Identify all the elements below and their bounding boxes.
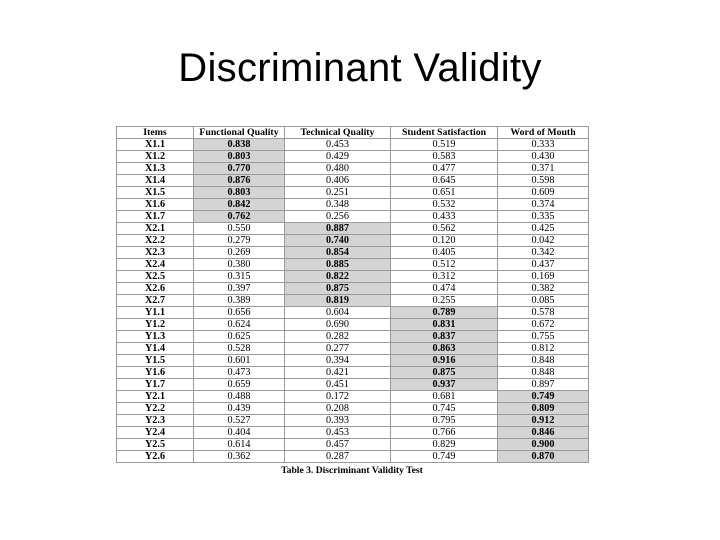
loading-value-cell: 0.371 [498, 163, 589, 175]
table-row [117, 223, 589, 235]
loading-value-cell: 0.085 [498, 295, 589, 307]
table-row [117, 259, 589, 271]
item-code-cell: Y2.4 [117, 427, 194, 439]
loading-value-cell: 0.120 [391, 235, 498, 247]
table-row [117, 187, 589, 199]
table-row [117, 415, 589, 427]
loading-value-cell: 0.437 [498, 259, 589, 271]
table-header-row [117, 127, 589, 139]
loading-value-cell: 0.287 [285, 451, 391, 463]
loading-value-cell: 0.169 [498, 271, 589, 283]
loading-value-cell: 0.451 [285, 379, 391, 391]
item-code-cell: X2.7 [117, 295, 194, 307]
item-code-cell: Y1.1 [117, 307, 194, 319]
loading-value-cell: 0.335 [498, 211, 589, 223]
item-code-cell: X1.6 [117, 199, 194, 211]
loading-value-cell: 0.527 [194, 415, 285, 427]
table-row [117, 295, 589, 307]
item-code-cell: X1.2 [117, 151, 194, 163]
loading-value-cell: 0.374 [498, 199, 589, 211]
table-row [117, 379, 589, 391]
loading-value-cell: 0.812 [498, 343, 589, 355]
table-row [117, 199, 589, 211]
discriminant-validity-table [116, 126, 589, 463]
loading-value-cell: 0.333 [498, 139, 589, 151]
loading-value-cell: 0.429 [285, 151, 391, 163]
loading-value-cell: 0.474 [391, 283, 498, 295]
item-code-cell: Y2.1 [117, 391, 194, 403]
loading-value-cell-highlighted: 0.831 [391, 319, 498, 331]
table-row [117, 271, 589, 283]
loading-value-cell: 0.208 [285, 403, 391, 415]
loading-value-cell-highlighted: 0.916 [391, 355, 498, 367]
table-caption: Table 3. Discriminant Validity Test [281, 465, 423, 476]
loading-value-cell: 0.255 [391, 295, 498, 307]
loading-value-cell: 0.745 [391, 403, 498, 415]
loading-value-cell: 0.598 [498, 175, 589, 187]
loading-value-cell: 0.279 [194, 235, 285, 247]
loading-value-cell: 0.453 [285, 139, 391, 151]
header-word-of-mouth: Word of Mouth [498, 127, 589, 139]
header-functional-quality: Functional Quality [194, 127, 285, 139]
loading-value-cell: 0.393 [285, 415, 391, 427]
loading-value-cell: 0.342 [498, 247, 589, 259]
item-code-cell: X1.3 [117, 163, 194, 175]
loading-value-cell-highlighted: 0.846 [498, 427, 589, 439]
loading-value-cell: 0.848 [498, 355, 589, 367]
loading-value-cell: 0.625 [194, 331, 285, 343]
table-row [117, 283, 589, 295]
loading-value-cell: 0.624 [194, 319, 285, 331]
loading-value-cell: 0.897 [498, 379, 589, 391]
loading-value-cell: 0.380 [194, 259, 285, 271]
table-row [117, 247, 589, 259]
loading-value-cell: 0.578 [498, 307, 589, 319]
table-row [117, 319, 589, 331]
item-code-cell: Y1.3 [117, 331, 194, 343]
loading-value-cell-highlighted: 0.870 [498, 451, 589, 463]
item-code-cell: Y2.2 [117, 403, 194, 415]
table-row [117, 403, 589, 415]
loading-value-cell-highlighted: 0.937 [391, 379, 498, 391]
table-row [117, 211, 589, 223]
loading-value-cell-highlighted: 0.912 [498, 415, 589, 427]
loading-value-cell-highlighted: 0.875 [285, 283, 391, 295]
loading-value-cell: 0.269 [194, 247, 285, 259]
loading-value-cell-highlighted: 0.837 [391, 331, 498, 343]
loading-value-cell: 0.766 [391, 427, 498, 439]
loading-value-cell: 0.519 [391, 139, 498, 151]
loading-value-cell-highlighted: 0.838 [194, 139, 285, 151]
table-row [117, 163, 589, 175]
table-row [117, 439, 589, 451]
loading-value-cell: 0.512 [391, 259, 498, 271]
table-row [117, 427, 589, 439]
loading-value-cell: 0.430 [498, 151, 589, 163]
item-code-cell: X1.1 [117, 139, 194, 151]
loading-value-cell-highlighted: 0.863 [391, 343, 498, 355]
item-code-cell: Y1.2 [117, 319, 194, 331]
table-row [117, 307, 589, 319]
loading-value-cell: 0.488 [194, 391, 285, 403]
item-code-cell: Y2.3 [117, 415, 194, 427]
table-row [117, 343, 589, 355]
item-code-cell: X2.5 [117, 271, 194, 283]
loading-value-cell: 0.282 [285, 331, 391, 343]
loading-value-cell: 0.348 [285, 199, 391, 211]
table-row [117, 175, 589, 187]
loading-value-cell: 0.405 [391, 247, 498, 259]
table-row [117, 451, 589, 463]
loading-value-cell: 0.755 [498, 331, 589, 343]
table-row [117, 391, 589, 403]
loading-value-cell: 0.433 [391, 211, 498, 223]
discriminant-validity-table-container [116, 126, 588, 476]
loading-value-cell: 0.532 [391, 199, 498, 211]
table-row [117, 367, 589, 379]
loading-value-cell-highlighted: 0.885 [285, 259, 391, 271]
item-code-cell: X2.3 [117, 247, 194, 259]
loading-value-cell: 0.562 [391, 223, 498, 235]
loading-value-cell: 0.394 [285, 355, 391, 367]
loading-value-cell-highlighted: 0.854 [285, 247, 391, 259]
item-code-cell: Y2.5 [117, 439, 194, 451]
loading-value-cell: 0.690 [285, 319, 391, 331]
loading-value-cell: 0.256 [285, 211, 391, 223]
loading-value-cell: 0.651 [391, 187, 498, 199]
loading-value-cell-highlighted: 0.762 [194, 211, 285, 223]
loading-value-cell-highlighted: 0.803 [194, 151, 285, 163]
table-row [117, 355, 589, 367]
loading-value-cell-highlighted: 0.900 [498, 439, 589, 451]
loading-value-cell: 0.251 [285, 187, 391, 199]
slide-title: Discriminant Validity [178, 46, 542, 90]
loading-value-cell-highlighted: 0.770 [194, 163, 285, 175]
item-code-cell: X1.4 [117, 175, 194, 187]
loading-value-cell: 0.656 [194, 307, 285, 319]
loading-value-cell: 0.362 [194, 451, 285, 463]
loading-value-cell: 0.277 [285, 343, 391, 355]
loading-value-cell: 0.583 [391, 151, 498, 163]
loading-value-cell: 0.042 [498, 235, 589, 247]
item-code-cell: Y1.5 [117, 355, 194, 367]
loading-value-cell: 0.397 [194, 283, 285, 295]
item-code-cell: X1.5 [117, 187, 194, 199]
loading-value-cell: 0.480 [285, 163, 391, 175]
loading-value-cell: 0.453 [285, 427, 391, 439]
loading-value-cell: 0.749 [391, 451, 498, 463]
loading-value-cell: 0.829 [391, 439, 498, 451]
item-code-cell: Y1.4 [117, 343, 194, 355]
loading-value-cell-highlighted: 0.809 [498, 403, 589, 415]
item-code-cell: X2.1 [117, 223, 194, 235]
loading-value-cell: 0.604 [285, 307, 391, 319]
loading-value-cell: 0.425 [498, 223, 589, 235]
loading-value-cell: 0.848 [498, 367, 589, 379]
loading-value-cell: 0.477 [391, 163, 498, 175]
loading-value-cell: 0.645 [391, 175, 498, 187]
loading-value-cell: 0.672 [498, 319, 589, 331]
loading-value-cell-highlighted: 0.887 [285, 223, 391, 235]
loading-value-cell-highlighted: 0.789 [391, 307, 498, 319]
item-code-cell: Y1.7 [117, 379, 194, 391]
header-items: Items [117, 127, 194, 139]
header-student-satisfaction: Student Satisfaction [391, 127, 498, 139]
loading-value-cell: 0.681 [391, 391, 498, 403]
loading-value-cell: 0.609 [498, 187, 589, 199]
loading-value-cell: 0.421 [285, 367, 391, 379]
item-code-cell: X2.2 [117, 235, 194, 247]
item-code-cell: X2.4 [117, 259, 194, 271]
loading-value-cell: 0.550 [194, 223, 285, 235]
loading-value-cell: 0.659 [194, 379, 285, 391]
loading-value-cell-highlighted: 0.842 [194, 199, 285, 211]
header-technical-quality: Technical Quality [285, 127, 391, 139]
loading-value-cell: 0.382 [498, 283, 589, 295]
table-row [117, 139, 589, 151]
loading-value-cell-highlighted: 0.822 [285, 271, 391, 283]
loading-value-cell: 0.315 [194, 271, 285, 283]
loading-value-cell: 0.439 [194, 403, 285, 415]
item-code-cell: X2.6 [117, 283, 194, 295]
item-code-cell: Y1.6 [117, 367, 194, 379]
loading-value-cell: 0.473 [194, 367, 285, 379]
loading-value-cell: 0.528 [194, 343, 285, 355]
loading-value-cell: 0.312 [391, 271, 498, 283]
table-body [117, 139, 589, 463]
loading-value-cell: 0.457 [285, 439, 391, 451]
loading-value-cell-highlighted: 0.803 [194, 187, 285, 199]
loading-value-cell-highlighted: 0.875 [391, 367, 498, 379]
loading-value-cell: 0.614 [194, 439, 285, 451]
loading-value-cell-highlighted: 0.749 [498, 391, 589, 403]
item-code-cell: X1.7 [117, 211, 194, 223]
loading-value-cell: 0.404 [194, 427, 285, 439]
loading-value-cell: 0.389 [194, 295, 285, 307]
item-code-cell: Y2.6 [117, 451, 194, 463]
table-row [117, 235, 589, 247]
table-row [117, 331, 589, 343]
loading-value-cell: 0.172 [285, 391, 391, 403]
loading-value-cell: 0.601 [194, 355, 285, 367]
table-row [117, 151, 589, 163]
loading-value-cell-highlighted: 0.740 [285, 235, 391, 247]
loading-value-cell-highlighted: 0.876 [194, 175, 285, 187]
loading-value-cell: 0.795 [391, 415, 498, 427]
loading-value-cell-highlighted: 0.819 [285, 295, 391, 307]
loading-value-cell: 0.406 [285, 175, 391, 187]
